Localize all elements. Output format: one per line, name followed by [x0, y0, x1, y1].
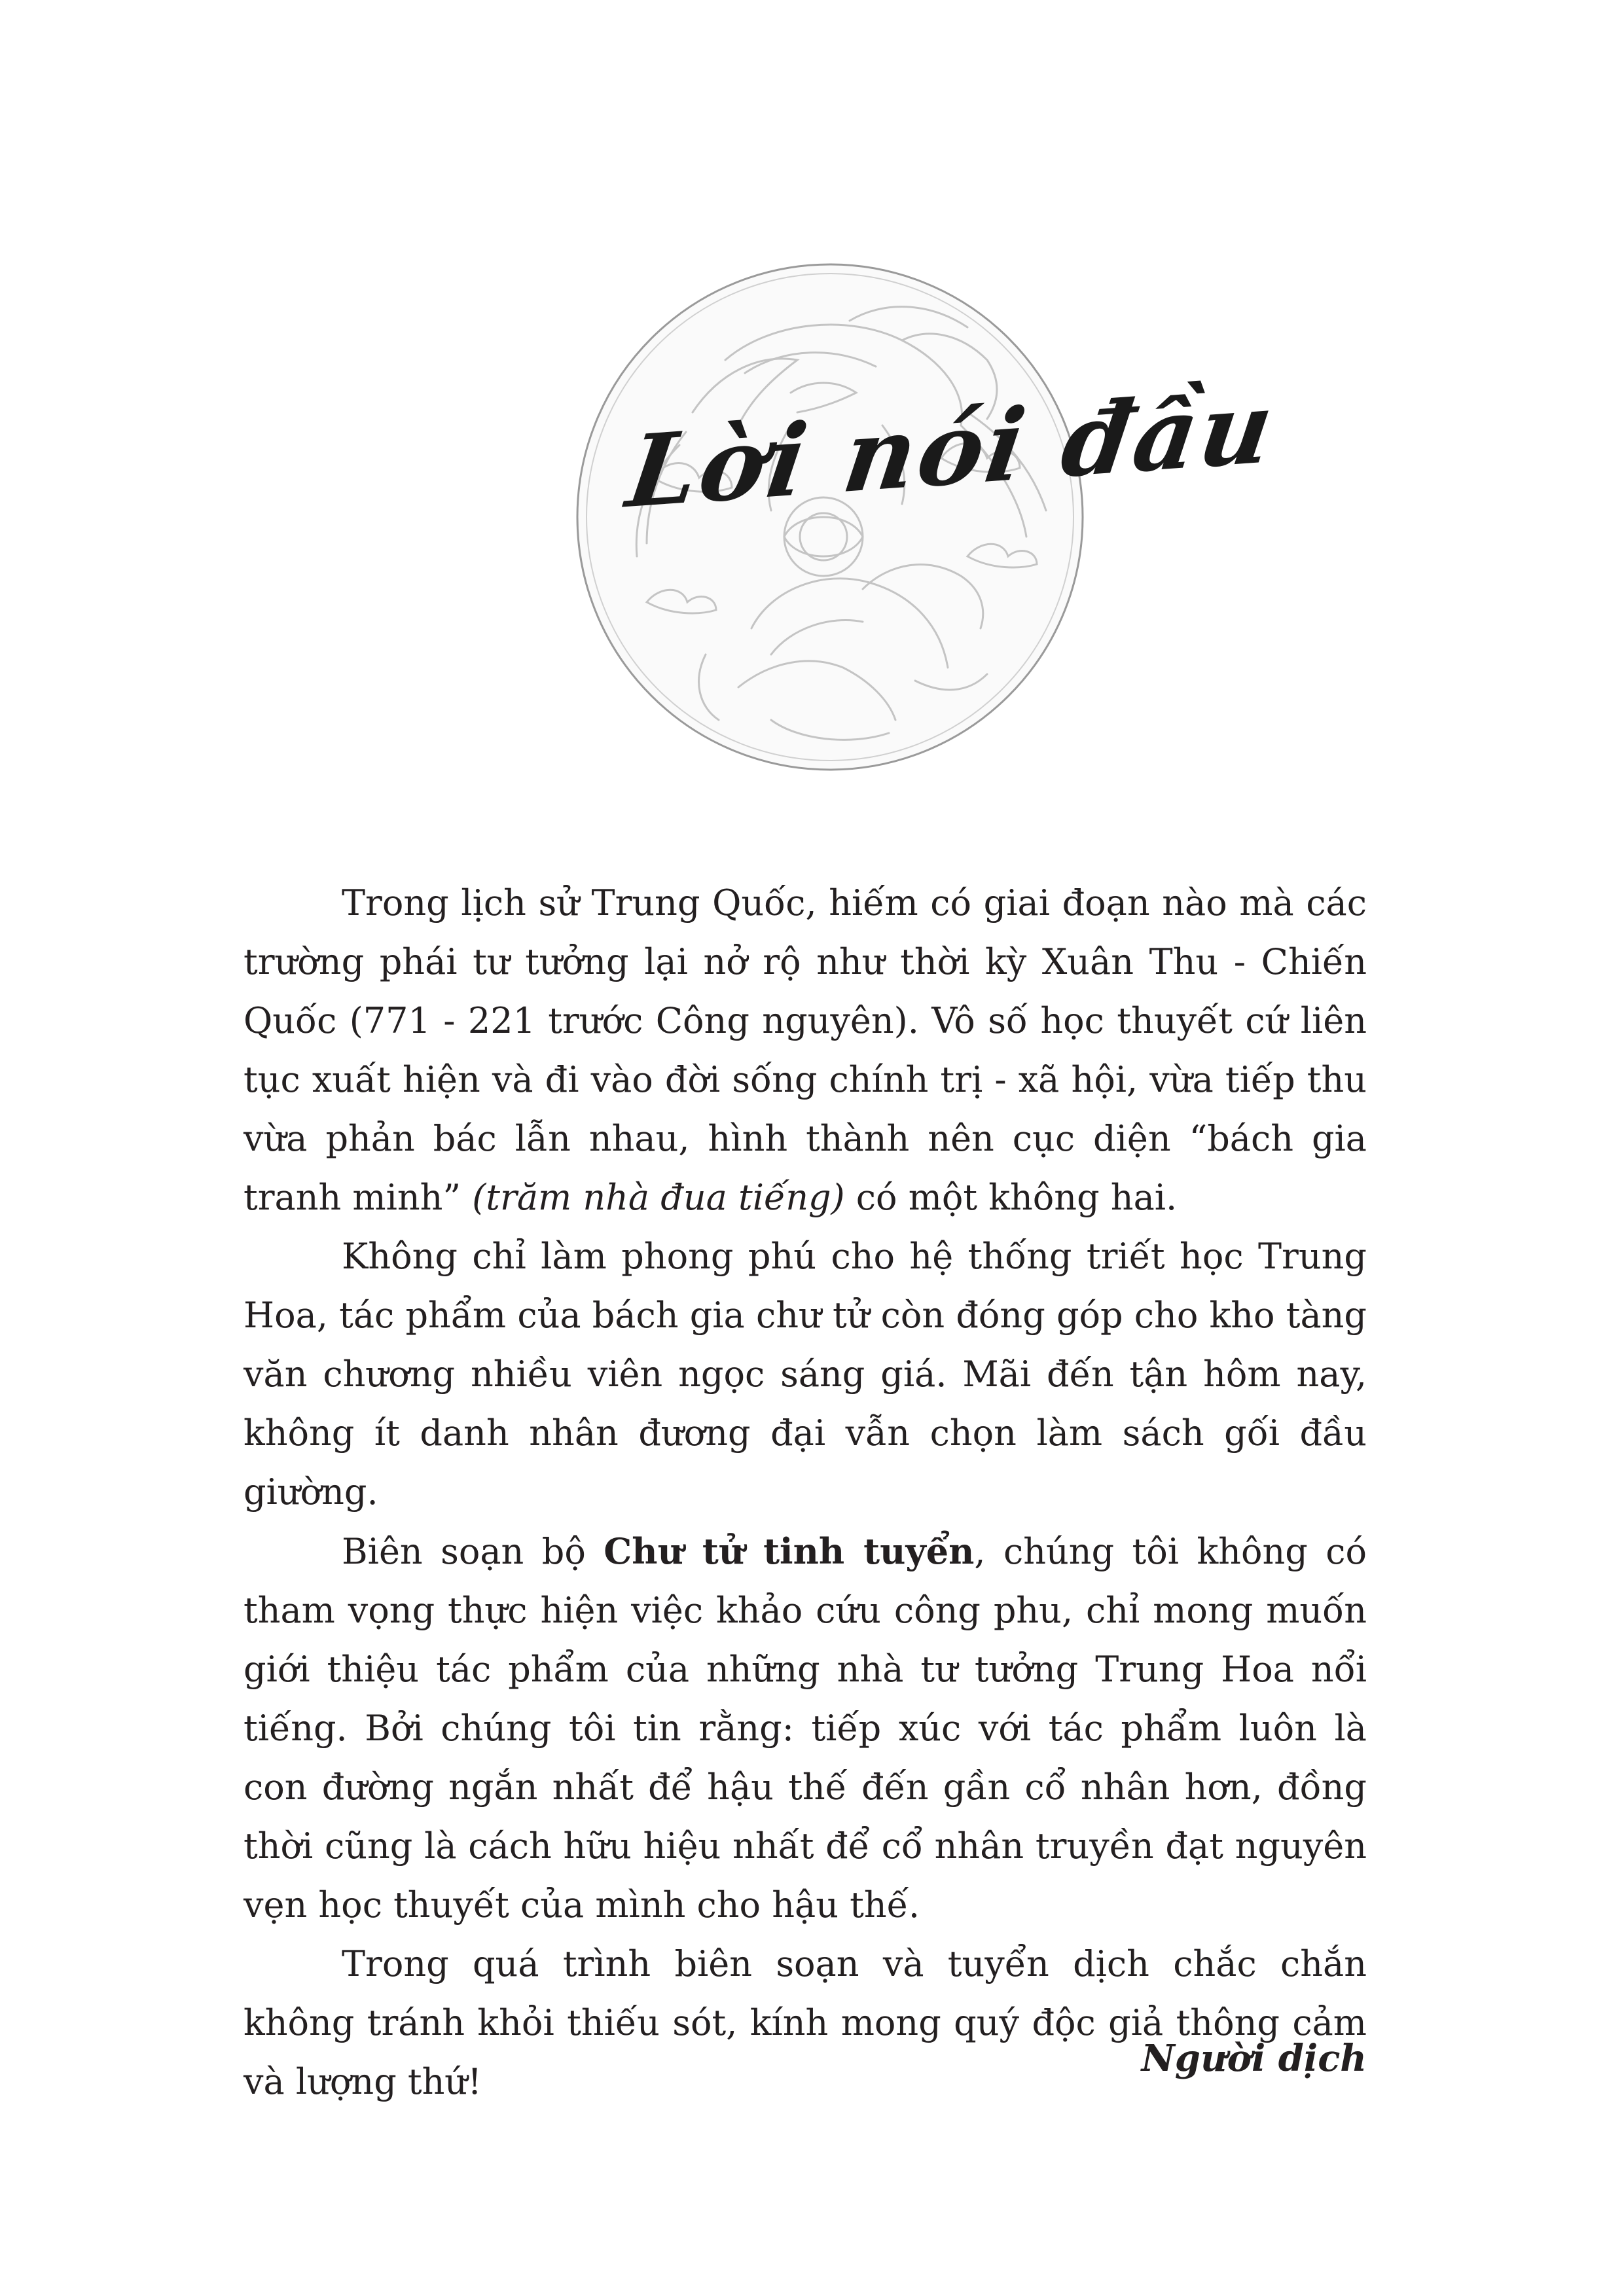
- paragraph-2: [244, 1227, 1367, 1522]
- signature: Người dịch: [1141, 2037, 1367, 2080]
- paragraph-1-ending: có một không hai.: [844, 1177, 1178, 1218]
- page-title: Lời nói đầu: [621, 368, 1283, 531]
- paragraph-1-text: Trong lịch sử Trung Quốc, hiếm có giai đoạn nào mà các trường phái tư tưởng lại nở rộ như thời kỳ Xuân Thu - Chiến Quốc (771 - 221 trước Công nguyên). Vô số học thuyết cứ liên tục xuất hiện và đi vào đời sống chính trị - xã hội, vừa tiếp thu vừa phản bác lẫn nhau, hình thành nên cục diện “bách gia tranh minh”: [244, 882, 1367, 1218]
- paragraph-3-ending: , chúng tôi không có tham vọng thực hiện việc khảo cứu công phu, chỉ mong muốn giới thiệu tác phẩm của những nhà tư tưởng Trung Hoa nổi tiếng. Bởi chúng tôi tin rằng: tiếp xúc với tác phẩm luôn là con đường ngắn nhất để hậu thế đến gần cổ nhân hơn, đồng thời cũng là cách hữu hiệu nhất để cổ nhân truyền đạt nguyên vẹn học thuyết của mình cho hậu thế.: [244, 1531, 1367, 1926]
- series-title: Chư tử tinh tuyển: [604, 1530, 975, 1572]
- paragraph-3-text: Biên soạn bộ: [342, 1531, 604, 1572]
- paragraph-2-text: Không chỉ làm phong phú cho hệ thống triết học Trung Hoa, tác phẩm của bách gia chư tử còn đóng góp cho kho tàng văn chương nhiều viên ngọc sáng giá. Mãi đến tận hôm nay, không ít danh nhân đương đại vẫn chọn làm sách gối đầu giường.: [244, 1236, 1367, 1513]
- paragraph-3: [244, 1522, 1367, 1935]
- preface-body: [244, 874, 1367, 2111]
- paragraph-4-text: Trong quá trình biên soạn và tuyển dịch chắc chắn không tránh khỏi thiếu sót, kính mong quý độc giả thông cảm và lượng thứ!: [244, 1943, 1367, 2102]
- paragraph-1-italic-gloss: (trăm nhà đua tiếng): [472, 1177, 845, 1218]
- paragraph-1: [244, 874, 1367, 1227]
